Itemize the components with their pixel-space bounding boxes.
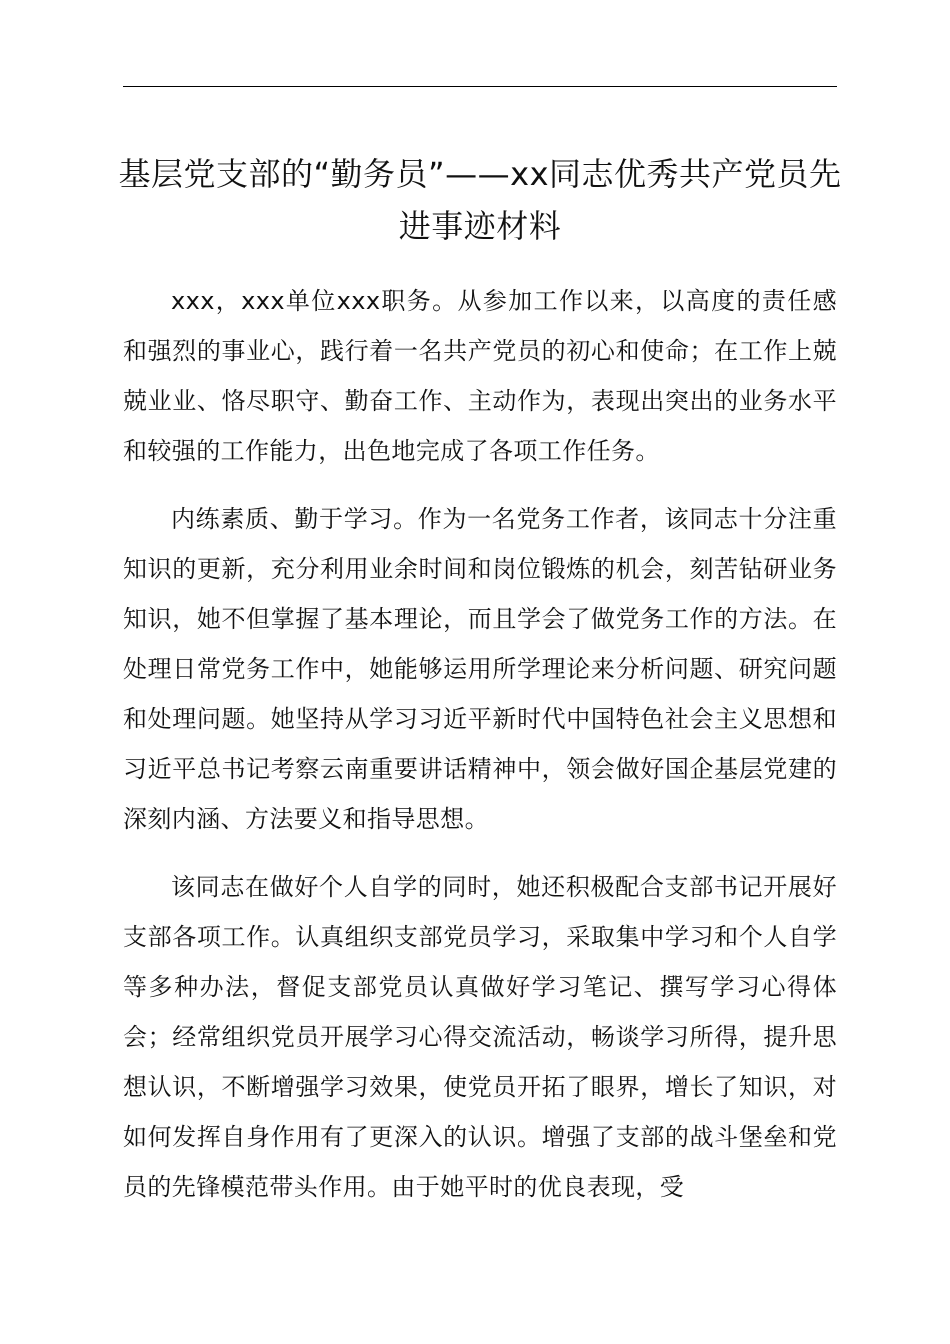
- paragraph-branch-work: 该同志在做好个人自学的同时，她还积极配合支部书记开展好支部各项工作。认真组织支部党员学习，采取集中学习和个人自学等多种办法，督促支部党员认真做好学习笔记、撰写学习心得体会；经常组织党员开展学习心得交流活动，畅谈学习所得，提升思想认识，不断增强学习效果，使党员开拓了眼界，增长了知识，对如何发挥自身作用有了更深入的认识。增强了支部的战斗堡垒和党员的先锋模范带头作用。由于她平时的优良表现，受: [123, 873, 837, 1201]
- paragraph-study: 内练素质、勤于学习。作为一名党务工作者，该同志十分注重知识的更新，充分利用业余时间和岗位锻炼的机会，刻苦钻研业务知识，她不但掌握了基本理论，而且学会了做党务工作的方法。在处理日常党务工作中，她能够运用所学理论来分析问题、研究问题和处理问题。她坚持从学习习近平新时代中国特色社会主义思想和习近平总书记考察云南重要讲话精神中，领会做好国企基层党建的深刻内涵、方法要义和指导思想。: [123, 505, 837, 833]
- document-body: [123, 276, 837, 1230]
- header-rule: [123, 86, 837, 87]
- document-title: 基层党支部的“勤务员”——xx同志优秀共产党员先进事迹材料: [118, 155, 842, 245]
- paragraph-intro: xxx，xxx单位xxx职务。从参加工作以来，以高度的责任感和强烈的事业心，践行着一名共产党员的初心和使命；在工作上兢兢业业、恪尽职守、勤奋工作、主动作为，表现出突出的业务水平和较强的工作能力，出色地完成了各项工作任务。: [123, 287, 837, 465]
